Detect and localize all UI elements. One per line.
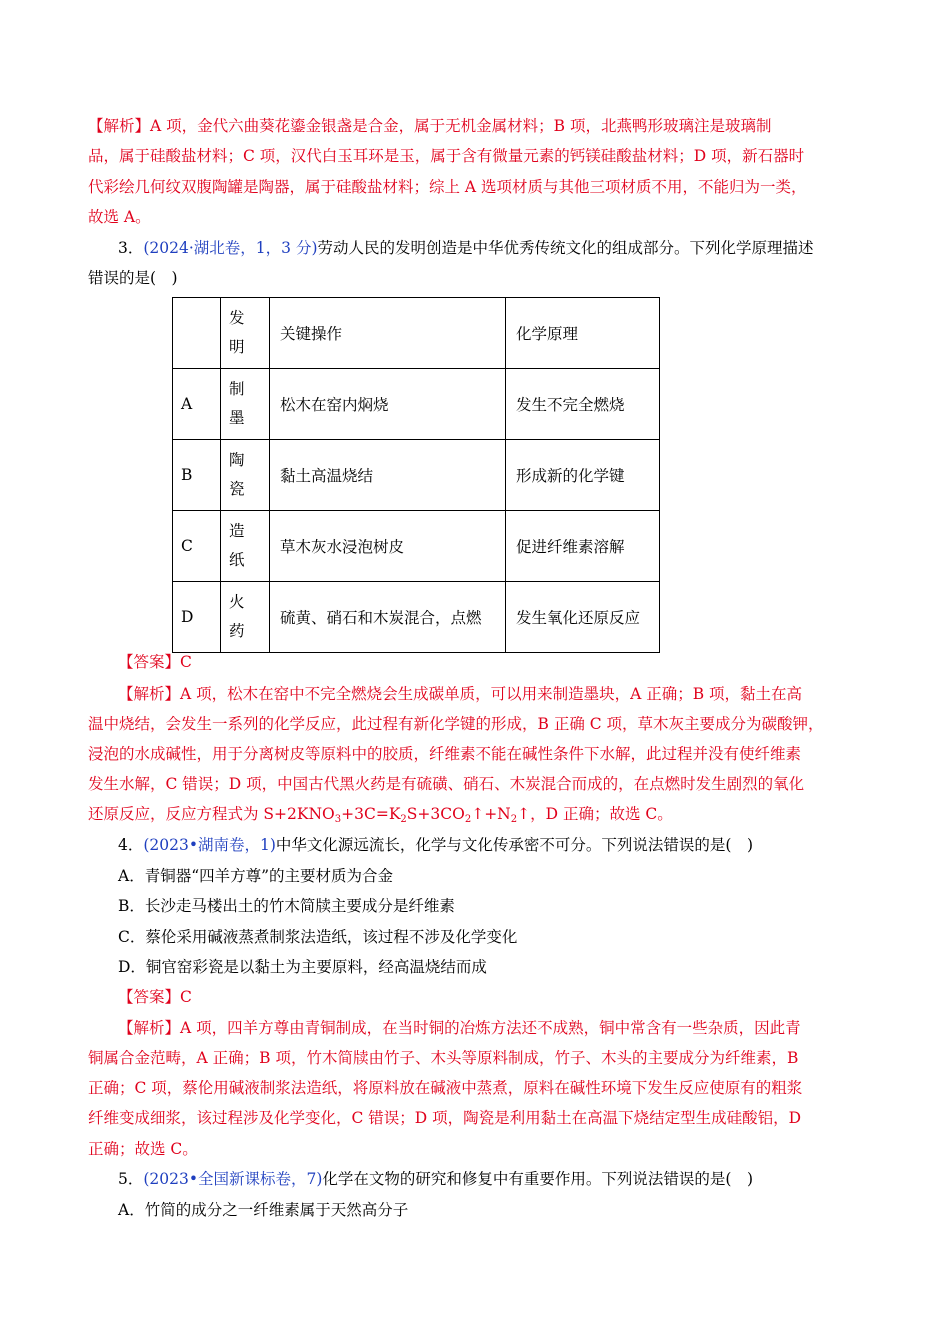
question-stem-text: 中华文化源远流长，化学与文化传承密不可分。下列说法错误的是( ) <box>275 836 754 854</box>
question-3-stem <box>118 238 908 258</box>
analysis-q4-line-3: 正确；C 项，蔡伦用碱液制浆法造纸，将原料放在碱液中蒸煮，原料在碱性环境下发生反应使原有的粗浆 <box>88 1079 803 1097</box>
table-cell: B <box>173 440 221 511</box>
table-cell <box>173 298 221 369</box>
question-source: (2023•湖南卷，1) <box>143 836 276 854</box>
table-cell: 关键操作 <box>270 298 506 369</box>
analysis-q4-line-1: 【解析】A 项，四羊方尊由青铜制成，在当时铜的冶炼方法还不成熟，铜中常含有一些杂质，因此青 <box>118 1019 801 1037</box>
question-number: 4． <box>118 836 144 854</box>
table-cell: 草木灰水浸泡树皮 <box>270 511 506 582</box>
table-cell: 制墨 <box>221 369 270 440</box>
table-row <box>173 369 660 440</box>
analysis-q3-line-1: 【解析】A 项，松木在窑中不完全燃烧会生成碳单质，可以用来制造墨块，A 正确；B 项，黏土在高 <box>118 685 803 703</box>
option-b: B．长沙走马楼出土的竹木简牍主要成分是纤维素 <box>118 897 455 915</box>
table-cell: 发生氧化还原反应 <box>506 582 660 653</box>
option-d: D．铜官窑彩瓷是以黏土为主要原料，经高温烧结而成 <box>118 958 487 976</box>
analysis-q4-line-5: 正确；故选 C。 <box>88 1140 198 1158</box>
table-cell: A <box>173 369 221 440</box>
table-row <box>173 511 660 582</box>
table-row <box>173 582 660 653</box>
analysis-q2-line-2: 品，属于硅酸盐材料；C 项，汉代白玉耳环是玉，属于含有微量元素的钙镁硅酸盐材料；D 项，新石器时 <box>88 147 805 165</box>
table-cell: 化学原理 <box>506 298 660 369</box>
table-header-row <box>173 298 660 369</box>
answer-q4: 【答案】C <box>118 988 192 1006</box>
option-a: A．青铜器“四羊方尊”的主要材质为合金 <box>118 867 394 885</box>
question-3-stem-cont: 错误的是( ) <box>88 269 178 287</box>
question-stem-text: 化学在文物的研究和修复中有重要作用。下列说法错误的是( ) <box>322 1170 754 1188</box>
table-cell: 陶瓷 <box>221 440 270 511</box>
table-cell: 火药 <box>221 582 270 653</box>
table-cell: 发生不完全燃烧 <box>506 369 660 440</box>
table-cell: 硫黄、硝石和木炭混合，点燃 <box>270 582 506 653</box>
table-row <box>173 440 660 511</box>
table-cell: D <box>173 582 221 653</box>
analysis-q3-line-4: 发生水解，C 错误；D 项，中国古代黑火药是有硫磺、硝石、木炭混合而成的，在点燃时发生剧烈的氧化 <box>88 775 805 793</box>
option-a: A．竹简的成分之一纤维素属于天然高分子 <box>118 1201 409 1219</box>
analysis-q4-line-2: 铜属合金范畴，A 正确；B 项，竹木简牍由竹子、木头等原料制成，竹子、木头的主要成分为纤维素，B <box>88 1049 799 1067</box>
table-cell: C <box>173 511 221 582</box>
question-number: 5． <box>118 1170 144 1188</box>
table-cell: 发明 <box>221 298 270 369</box>
question-3-table <box>172 297 660 653</box>
table-cell: 造纸 <box>221 511 270 582</box>
analysis-q2-line-4: 故选 A。 <box>88 208 151 226</box>
option-c: C．蔡伦采用碱液蒸煮制浆法造纸，该过程不涉及化学变化 <box>118 928 518 946</box>
question-5-stem <box>118 1169 908 1189</box>
question-stem-text: 劳动人民的发明创造是中华优秀传统文化的组成部分。下列化学原理描述 <box>317 239 814 257</box>
analysis-q3-line-2: 温中烧结，会发生一系列的化学反应，此过程有新化学键的形成，B 正确 C 项，草木灰主要成分为碳酸钾， <box>88 715 824 733</box>
analysis-q3-line-3: 浸泡的水成碱性，用于分离树皮等原料中的胶质，纤维素不能在碱性条件下水解，此过程并没有使纤维素 <box>88 745 802 763</box>
question-source: (2024·湖北卷，1，3 分) <box>143 239 318 257</box>
question-number: 3． <box>118 239 144 257</box>
table-cell: 黏土高温烧结 <box>270 440 506 511</box>
answer-q3: 【答案】C <box>118 653 192 671</box>
question-source: (2023•全国新课标卷，7) <box>143 1170 323 1188</box>
question-4-stem <box>118 835 908 855</box>
analysis-q4-line-4: 纤维变成细浆，该过程涉及化学变化，C 错误；D 项，陶瓷是利用黏土在高温下烧结定型生成硅酸铝，D <box>88 1109 802 1127</box>
analysis-q3-line-5: 还原反应，反应方程式为 $S+2KNO_3+3C=K_2S+3CO_2↑+N_2↑$，D 正确；故选 C。 <box>88 805 673 825</box>
table-cell: 促进纤维素溶解 <box>506 511 660 582</box>
table-cell: 松木在窑内焖烧 <box>270 369 506 440</box>
analysis-q2-line-3: 代彩绘几何纹双腹陶罐是陶器，属于硅酸盐材料；综上 A 选项材质与其他三项材质不用，不能归为一类， <box>88 178 807 196</box>
analysis-q2-line-1: 【解析】A 项，金代六曲葵花鎏金银盏是合金，属于无机金属材料；B 项，北燕鸭形玻璃注是玻璃制 <box>88 117 772 135</box>
table-cell: 形成新的化学键 <box>506 440 660 511</box>
